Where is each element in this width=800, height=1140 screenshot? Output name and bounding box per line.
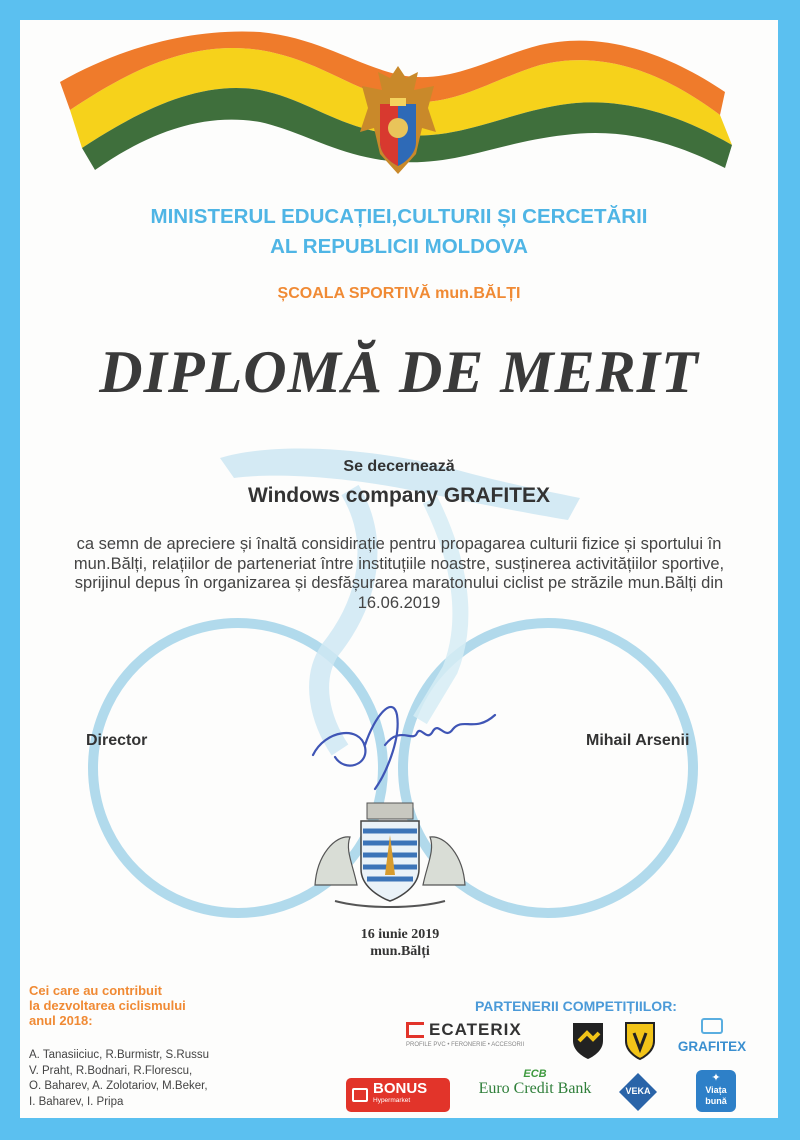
contributors-list-item: I. Baharev, I. Pripa	[29, 1095, 124, 1108]
contributors-list-item: V. Praht, R.Bodnari, R.Florescu,	[29, 1064, 193, 1077]
ecaterix-e-icon	[406, 1022, 424, 1038]
ecaterix-tagline: PROFILE PVC • FERONERIE • ACCESORII	[406, 1042, 525, 1048]
grafitex-name: GRAFITEX	[677, 1039, 747, 1054]
viata-line-1: Viața	[705, 1085, 727, 1095]
ministry-line-2: AL REPUBLICII MOLDOVA	[270, 235, 528, 258]
issue-date	[280, 926, 520, 960]
grafitex-logo	[670, 1018, 754, 1054]
award-intro: Se decernează	[343, 458, 455, 475]
viata-line-2: bună	[705, 1096, 727, 1106]
award-text-line: ca semn de apreciere și înaltă considirație pentru propagarea culturii fizice și sportului în	[76, 535, 722, 553]
balti-coat-of-arms-icon	[305, 795, 475, 915]
award-text-line: mun.Bălți, relațiilor de parteneriat între instituțiile noastre, susținerea activitățiilor sportive,	[73, 554, 725, 573]
viata-buna-logo	[696, 1070, 736, 1112]
handwritten-signature	[305, 685, 505, 795]
ecb-mark: ECB	[523, 1068, 547, 1080]
award-text	[32, 535, 766, 613]
school-name: ȘCOALA SPORTIVĂ mun.BĂLȚI	[277, 285, 521, 302]
diploma-sheet	[20, 20, 778, 1118]
sports-shield-icon	[571, 1021, 605, 1061]
bonus-name: BONUS	[373, 1080, 428, 1097]
contributors-list-item: A. Tanasiiciuc, R.Burmistr, S.Russu	[29, 1049, 210, 1061]
shopping-cart-icon	[352, 1088, 368, 1102]
signature-name: Mihail Arsenii	[586, 732, 690, 749]
ministry-name	[20, 202, 778, 262]
signature-role: Director	[86, 732, 148, 749]
award-recipient: Windows company GRAFITEX	[248, 484, 550, 507]
contributors-heading-line: la dezvoltarea ciclismului	[29, 998, 186, 1013]
veka-logo	[618, 1072, 658, 1112]
bonus-logo	[346, 1078, 450, 1112]
bonus-tagline: Hypermarket	[373, 1097, 411, 1104]
award-text-line: 16.06.2019	[357, 593, 441, 612]
moldova-coat-of-arms-icon	[356, 62, 440, 190]
issue-date-line-2: mun.Bălți	[370, 944, 430, 959]
euro-credit-bank-logo	[465, 1068, 605, 1098]
award-text-line: sprijinul depus în organizarea și desfășurarea maratonului ciclist pe străzile mun.Bălți din	[74, 574, 724, 592]
diploma-title: DIPLOMĂ DE MERIT	[99, 339, 699, 405]
veka-name: VEKA	[625, 1086, 651, 1096]
bird-icon: ✦	[711, 1072, 721, 1084]
ministry-line-1: MINISTERUL EDUCAȚIEI,CULTURII ȘI CERCETĂRII	[150, 205, 648, 228]
ecaterix-name: ECATERIX	[429, 1020, 522, 1039]
partners-heading: PARTENERII COMPETIȚIILOR:	[475, 998, 677, 1014]
contributors-heading	[29, 983, 249, 1028]
contributors-heading-line: Cei care au contribuit	[29, 983, 162, 998]
ecaterix-logo	[406, 1020, 556, 1048]
contributors-heading-line: anul 2018:	[29, 1013, 93, 1028]
contributors-list	[29, 1048, 289, 1110]
issue-date-line-1: 16 iunie 2019	[360, 927, 440, 942]
city-shield-icon	[624, 1021, 656, 1061]
grafitex-icon	[701, 1018, 723, 1034]
contributors-list-item: O. Baharev, A. Zolotariov, M.Beker,	[29, 1080, 208, 1092]
euro-credit-bank-name: Euro Credit Bank	[478, 1080, 592, 1097]
